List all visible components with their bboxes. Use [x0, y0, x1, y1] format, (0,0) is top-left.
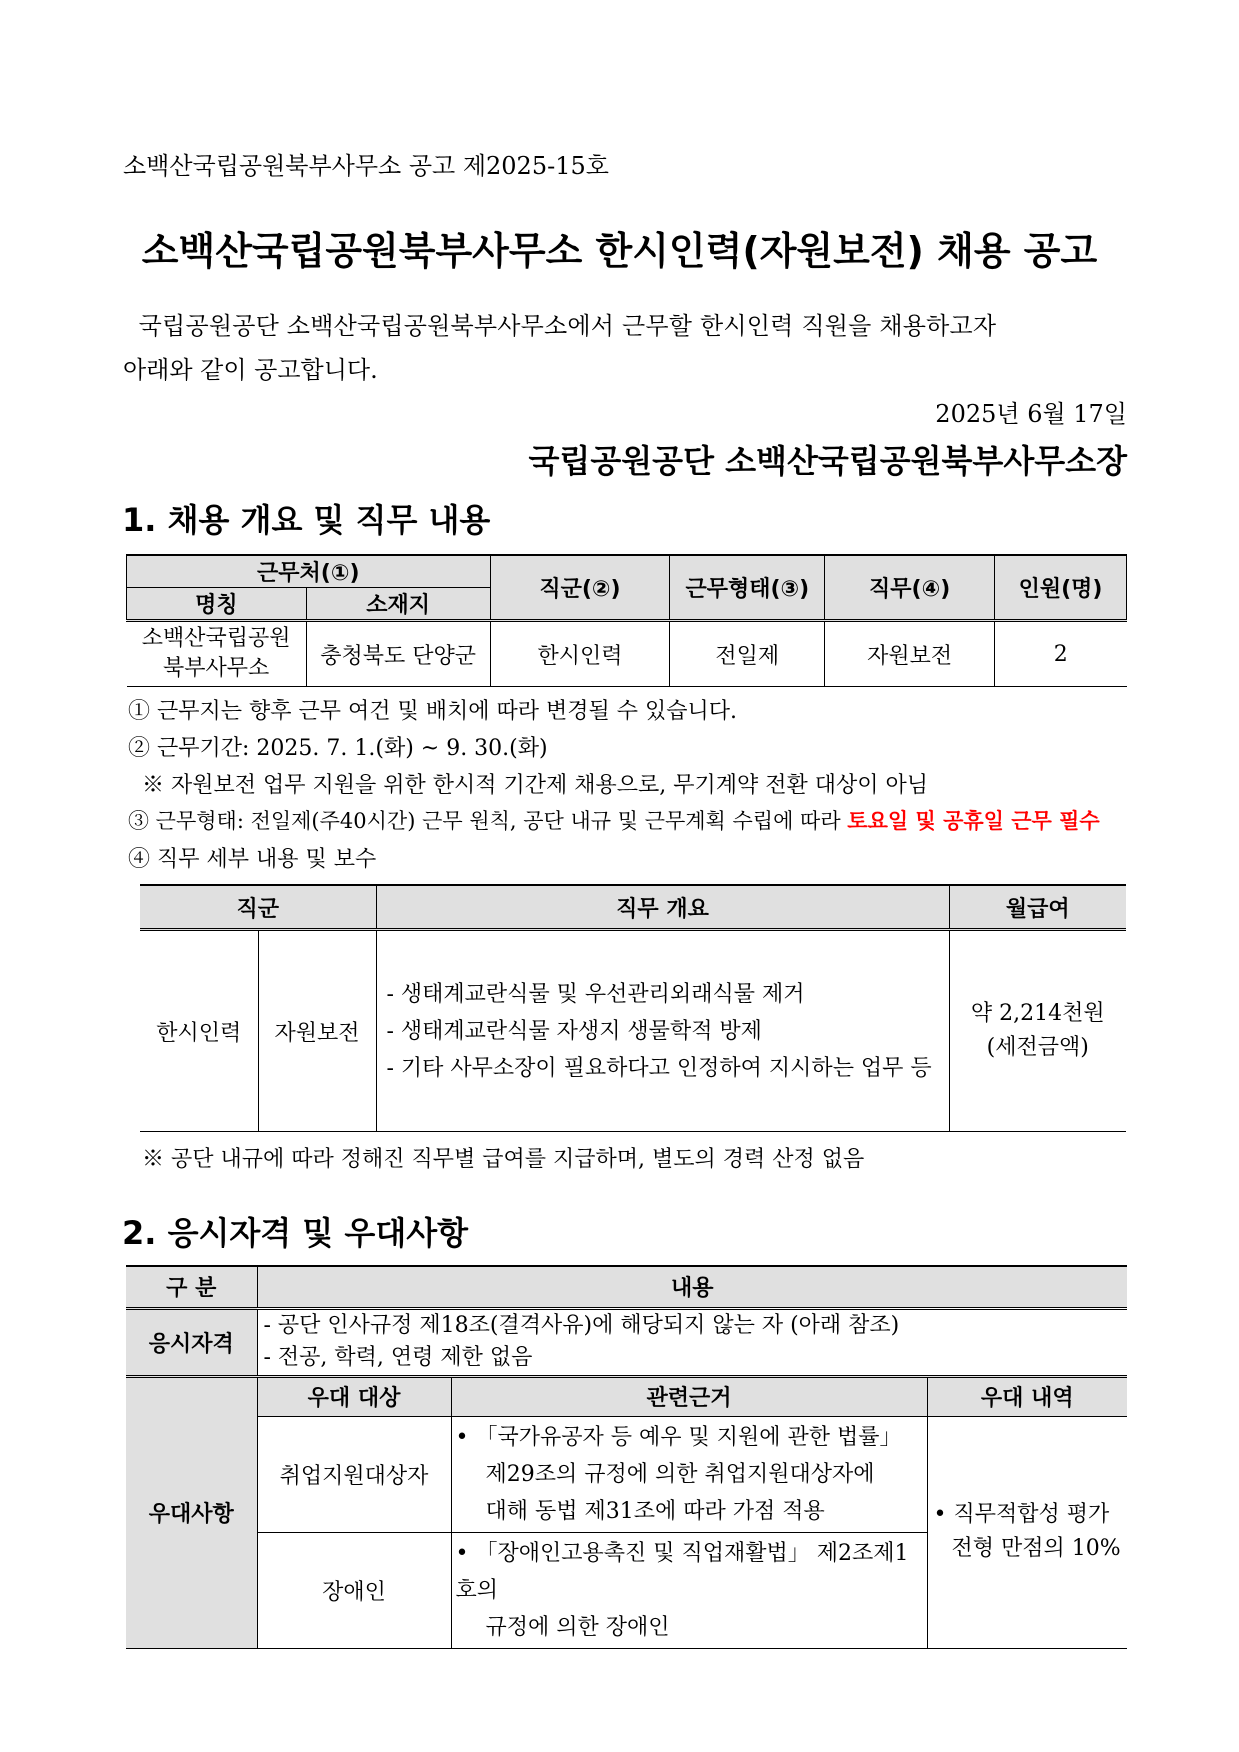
list-item: - 기타 사무소장이 필요하다고 인정하여 지시하는 업무 등 — [386, 1055, 932, 1081]
header-content: 내용 — [257, 1266, 1127, 1308]
work-type-value: 전일제 — [670, 621, 825, 687]
header-workplace: 근무처(①) — [127, 555, 491, 588]
header-overview: 직무 개요 — [376, 885, 949, 930]
eligibility-items — [257, 1308, 1127, 1376]
header-pref-basis: 관련근거 — [451, 1376, 927, 1416]
header-duty: 직무(④) — [825, 555, 995, 621]
note-3: ③ 근무형태: 전일제(주40시간) 근무 원칙, 공단 내규 및 근무계획 수립에 따라 토요일 및 공휴일 근무 필수 — [128, 809, 1100, 833]
list-item: - 생태계교란식물 및 우선관리외래식물 제거 — [386, 981, 805, 1007]
group-cell: 한시인력 — [140, 930, 258, 1132]
list-item: - 전공, 학력, 연령 제한 없음 — [263, 1345, 533, 1370]
note-2: ② 근무기간: 2025. 7. 1.(화) ~ 9. 30.(화) — [128, 736, 548, 761]
header-salary: 월급여 — [949, 885, 1126, 930]
job-group-value: 한시인력 — [490, 621, 670, 687]
intro-line-2: 아래와 같이 공고합니다. — [123, 356, 378, 384]
header-job-group: 직군 — [140, 885, 376, 930]
pref-benefit: • 직무적합성 평가 전형 만점의 10% — [927, 1416, 1127, 1648]
header-name: 명칭 — [127, 588, 307, 621]
pref-basis-disabled: • 「장애인고용촉진 및 직업재활법」 제2조제1호의 규정에 의한 장애인 — [451, 1532, 927, 1648]
list-item: - 생태계교란식물 자생지 생물학적 방제 — [386, 1018, 762, 1044]
salary-cell: 약 2,214천원 (세전금액) — [949, 930, 1126, 1132]
workplace-name: 소백산국립공원 북부사무소 — [127, 621, 307, 687]
header-headcount: 인원(명) — [995, 555, 1127, 621]
notice-number: 소백산국립공원북부사무소 공고 제2025-15호 — [123, 152, 609, 180]
note-1: ① 근무지는 향후 근무 여건 및 배치에 따라 변경될 수 있습니다. — [128, 699, 737, 724]
notice-date: 2025년 6월 17일 — [935, 400, 1127, 428]
eligibility-table — [126, 1265, 1127, 1649]
page-title: 소백산국립공원북부사무소 한시인력(자원보전) 채용 공고 — [141, 229, 1098, 273]
note-2-sub: ※ 자원보전 업무 지원을 위한 한시적 기간제 채용으로, 무기계약 전환 대상이 아님 — [142, 773, 928, 798]
note-4: ④ 직무 세부 내용 및 보수 — [128, 847, 377, 872]
pref-target-disabled: 장애인 — [257, 1532, 451, 1648]
weekend-work-required: 토요일 및 공휴일 근무 필수 — [847, 809, 1100, 833]
pref-target-veteran: 취업지원대상자 — [257, 1416, 451, 1532]
header-location: 소재지 — [306, 588, 490, 621]
duty-detail-table — [140, 884, 1126, 1132]
eligibility-label: 응시자격 — [126, 1308, 257, 1376]
headcount-value: 2 — [995, 621, 1127, 687]
section-1-heading: 1. 채용 개요 및 직무 내용 — [122, 501, 491, 539]
header-job-group: 직군(②) — [490, 555, 670, 621]
intro-line-1: 국립공원공단 소백산국립공원북부사무소에서 근무할 한시인력 직원을 채용하고자 — [138, 312, 997, 340]
header-work-type: 근무형태(③) — [670, 555, 825, 621]
duty-cell: 자원보전 — [258, 930, 376, 1132]
duty-value: 자원보전 — [825, 621, 995, 687]
header-pref-target: 우대 대상 — [257, 1376, 451, 1416]
list-item: - 공단 인사규정 제18조(결격사유)에 해당되지 않는 자 (아래 참조) — [263, 1313, 900, 1338]
issuer: 국립공원공단 소백산국립공원북부사무소장 — [528, 442, 1127, 480]
header-category: 구 분 — [126, 1266, 257, 1308]
salary-note: ※ 공단 내규에 따라 정해진 직무별 급여를 지급하며, 별도의 경력 산정 없음 — [142, 1147, 865, 1172]
section-2-heading: 2. 응시자격 및 우대사항 — [122, 1214, 469, 1252]
duty-items — [376, 930, 949, 1132]
recruitment-overview-table — [126, 554, 1127, 687]
header-pref-benefit: 우대 내역 — [927, 1376, 1127, 1416]
pref-basis-veteran: • 「국가유공자 등 예우 및 지원에 관한 법률」 제29조의 규정에 의한 취업지원대상자에 대해 동법 제31조에 따라 가점 적용 — [451, 1416, 927, 1532]
workplace-location: 충청북도 단양군 — [306, 621, 490, 687]
preference-label: 우대사항 — [126, 1376, 257, 1648]
